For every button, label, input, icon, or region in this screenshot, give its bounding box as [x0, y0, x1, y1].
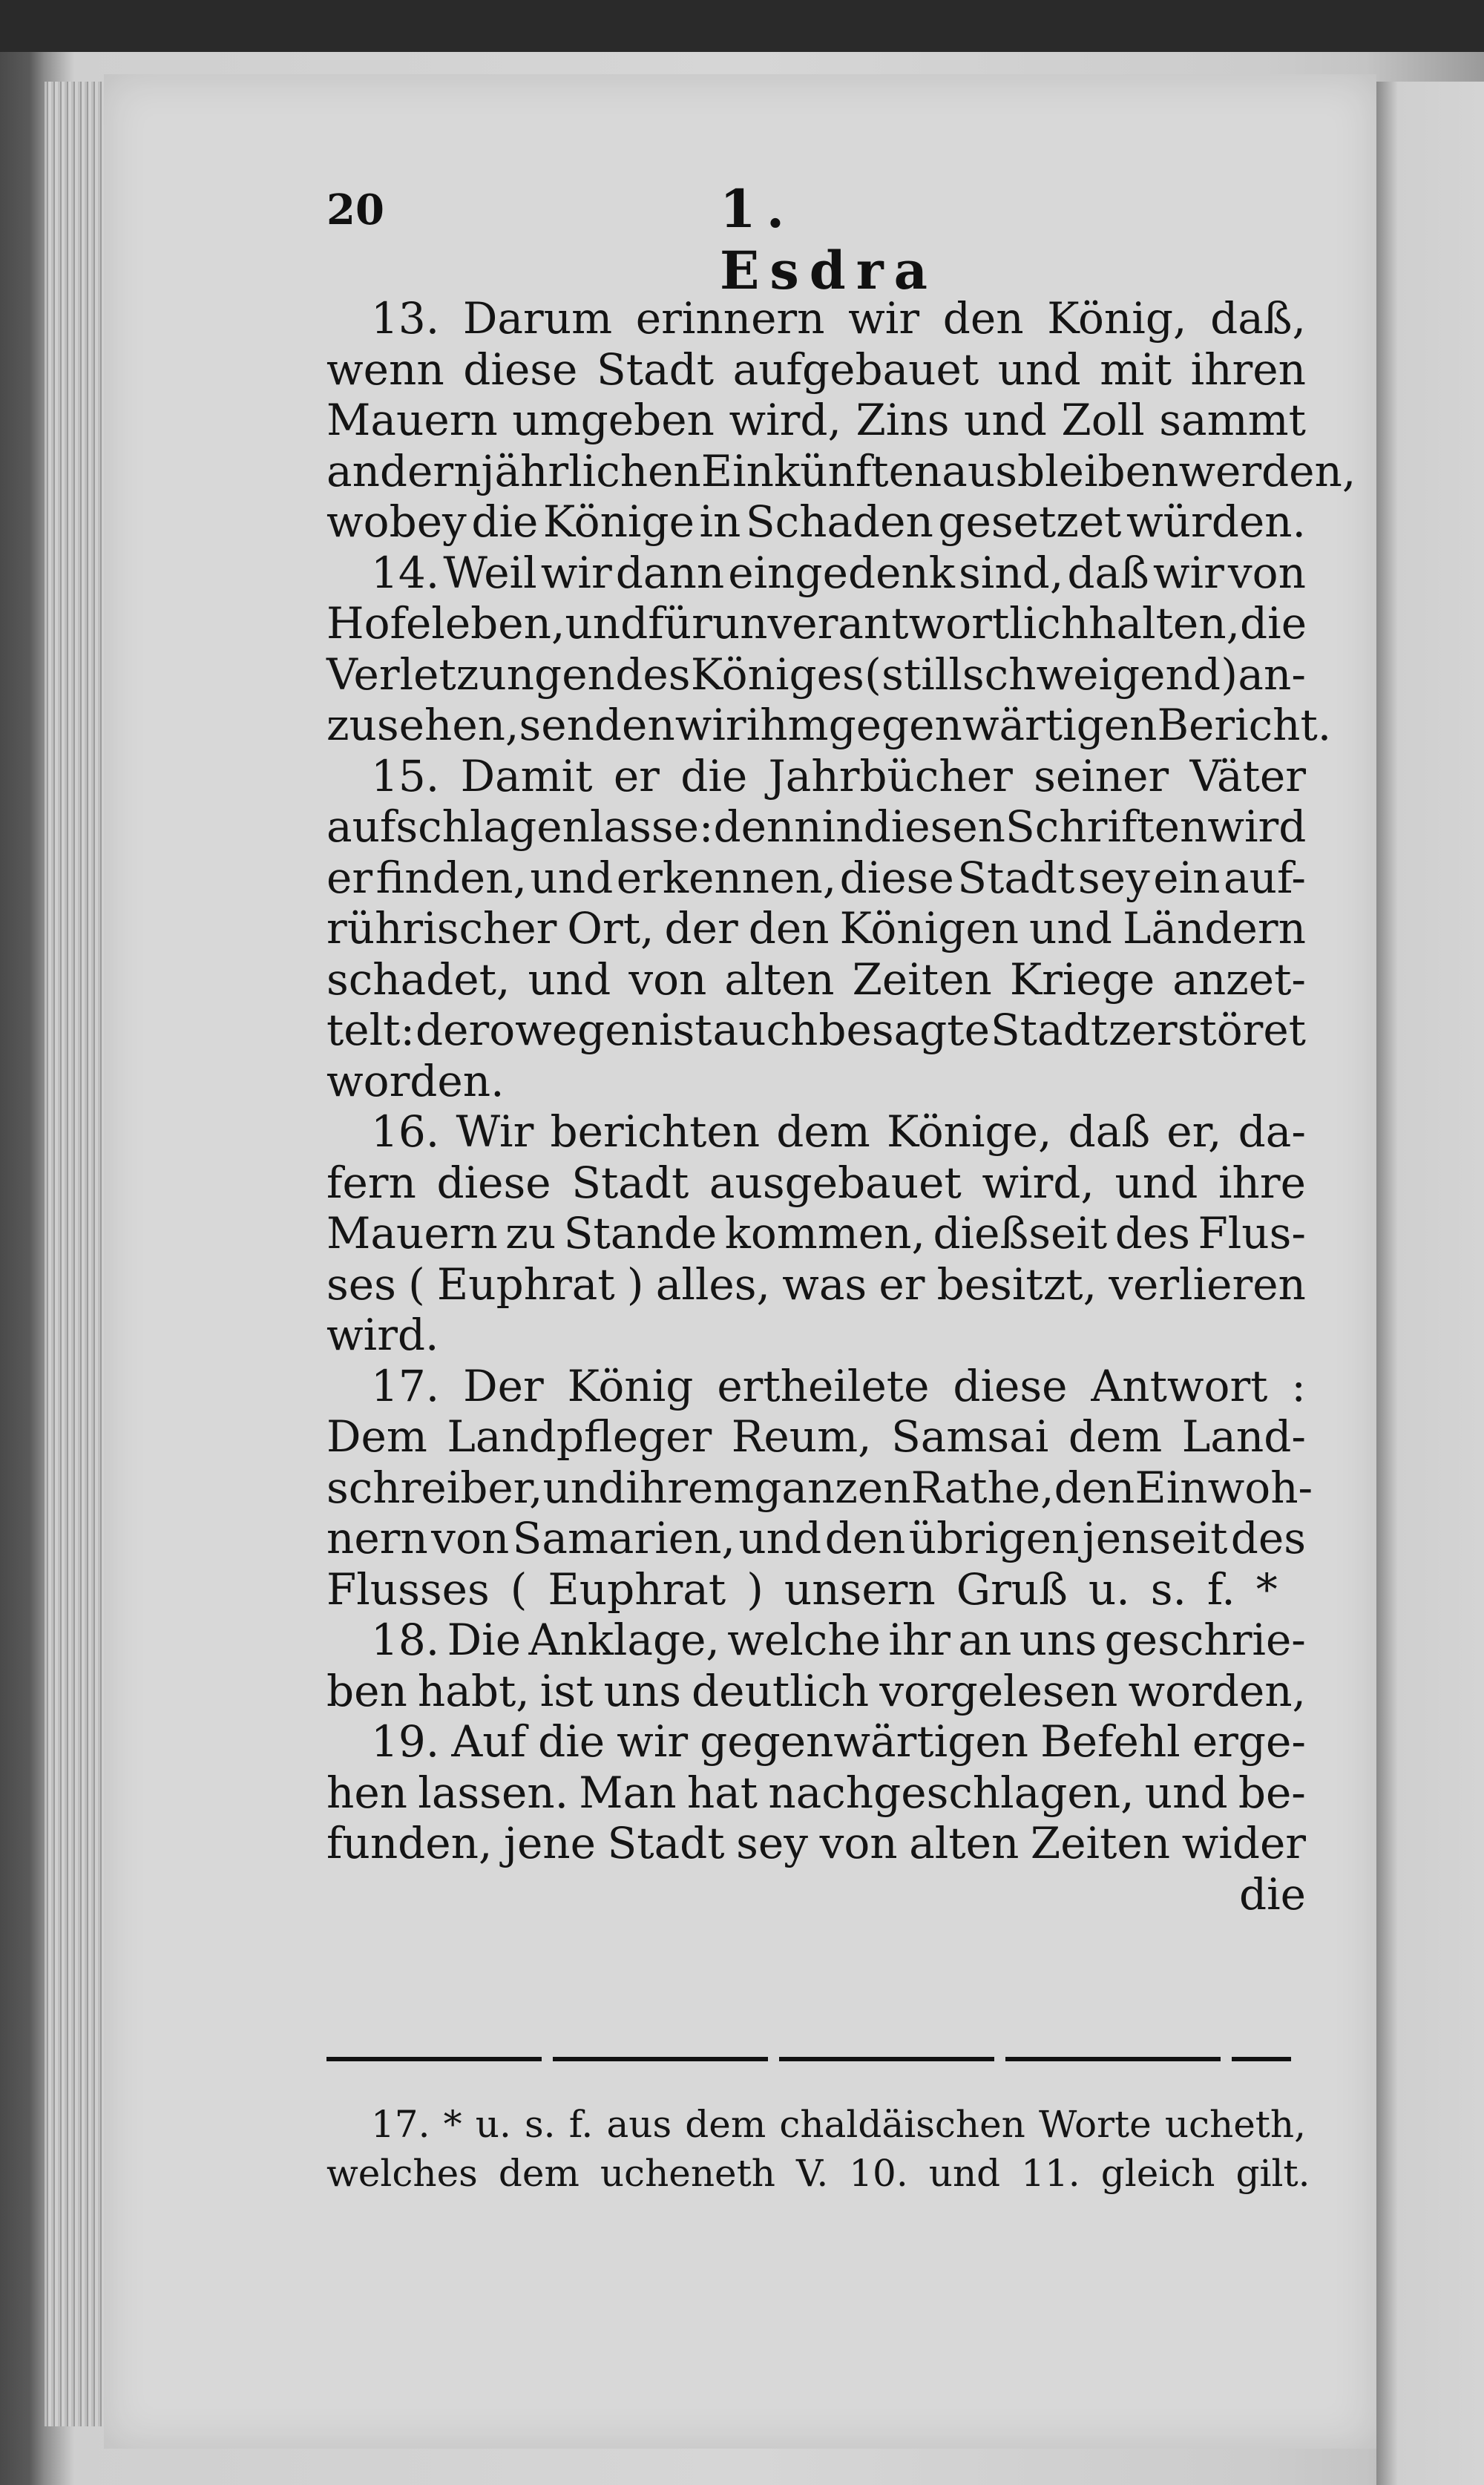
body-text-line — [326, 903, 1306, 954]
body-text-word: Samarien, — [512, 1513, 735, 1563]
body-text-word: halten, — [1089, 598, 1241, 649]
body-text-word: seiner — [1034, 750, 1169, 801]
body-text-word: vorgelesen — [879, 1665, 1118, 1716]
body-text-word: dann — [615, 547, 725, 598]
body-text-word: was — [782, 1258, 867, 1310]
body-text-word: zusehen, — [326, 700, 519, 750]
body-text-word: Stadt — [990, 1005, 1109, 1055]
body-text-word: wir — [540, 547, 612, 598]
body-text-word: Flusses — [326, 1563, 490, 1615]
body-text-word: 13. — [371, 293, 440, 344]
body-text-word: Schriften — [1005, 801, 1208, 852]
body-text-word: sey — [736, 1818, 809, 1868]
body-text-word: ihrem — [626, 1462, 755, 1513]
body-text-word: daß — [1068, 1106, 1151, 1157]
body-text-word: alten — [724, 953, 835, 1005]
body-text-word: er — [879, 1258, 925, 1310]
body-text-word: ihr — [888, 1615, 951, 1665]
body-text-word: die — [1240, 598, 1307, 649]
page-header — [326, 148, 994, 301]
body-text-word: kommen, — [724, 1208, 925, 1258]
body-text-word: für — [648, 598, 712, 649]
body-text-line — [326, 598, 1306, 649]
body-text-word: f. — [1206, 1563, 1235, 1615]
body-text-word: Zoll — [1061, 395, 1145, 445]
body-text-word: Ort, — [567, 903, 654, 953]
body-text-word: übrigen — [908, 1513, 1080, 1563]
body-text-word: welche — [727, 1615, 881, 1665]
body-text-word: Schaden — [745, 496, 933, 547]
body-text-word: derowegen — [416, 1005, 658, 1055]
footnote-word: f. — [568, 2103, 594, 2146]
footnote-word: welches — [326, 2152, 478, 2195]
body-text-word: jenseit — [1082, 1513, 1228, 1563]
body-text-word: alten — [909, 1818, 1020, 1868]
body-text-line — [326, 1666, 1306, 1717]
body-text-word: an- — [1238, 649, 1306, 700]
body-text-word: Auf — [451, 1716, 527, 1767]
body-text-word: des — [615, 649, 691, 700]
body-text-word: schadet, — [326, 953, 510, 1005]
body-text-word: Mauern — [326, 395, 498, 445]
body-text-word: auch — [712, 1005, 818, 1055]
body-text-word: ( — [864, 649, 881, 700]
body-text-word: schreiber, — [326, 1462, 543, 1513]
body-text-word: diesen — [863, 801, 1006, 852]
body-text-line — [326, 853, 1306, 904]
body-text-word: Stadt — [571, 1157, 689, 1208]
body-text-word: den — [824, 1513, 906, 1563]
body-text-word: Hofe — [326, 598, 432, 649]
body-text-word: ) — [1221, 649, 1238, 700]
body-text-word: wird. — [326, 1310, 439, 1360]
body-text-word: da- — [1238, 1106, 1306, 1157]
footnote-word: gleich — [1100, 2152, 1215, 2195]
body-text-word: und — [997, 344, 1081, 395]
body-text-word: ist — [658, 1005, 712, 1055]
footnote-word: 10. — [849, 2152, 908, 2195]
body-text-word: denn — [713, 801, 822, 852]
body-text-word: diese — [839, 852, 954, 903]
body-text-line — [326, 1411, 1306, 1463]
body-text-word: besagte — [818, 1005, 990, 1055]
body-text-word: den — [748, 903, 830, 953]
body-text-line — [326, 649, 1306, 700]
body-text-word: aufgebauet — [732, 344, 979, 395]
body-text-word: Weil — [443, 547, 537, 598]
body-text-word: worden. — [326, 1055, 505, 1106]
body-text-word: ausgebauet — [709, 1157, 962, 1208]
footnote — [326, 2100, 1310, 2198]
body-text-word: König — [567, 1360, 694, 1411]
body-text-word: dießseit — [933, 1208, 1108, 1258]
body-text-line — [326, 1158, 1306, 1209]
body-text-word: und — [565, 598, 649, 649]
body-text-word: eingedenk — [728, 547, 955, 598]
body-text-word: 14. — [371, 547, 440, 598]
body-text-word: Ländern — [1122, 903, 1306, 953]
body-text-word: Flus- — [1198, 1208, 1306, 1258]
body-text-word: uns — [603, 1665, 681, 1716]
body-text-line — [326, 344, 1306, 395]
body-text-word: Gruß — [956, 1563, 1068, 1615]
body-text-word: zu — [505, 1208, 556, 1258]
body-text-line — [326, 1564, 1306, 1615]
body-text-line — [326, 1310, 1306, 1361]
body-text-word: Könige — [542, 496, 695, 547]
body-text-word: in — [699, 496, 741, 547]
body-text-word: funden, — [326, 1818, 493, 1868]
body-text-word: Man — [579, 1767, 677, 1818]
body-text-word: hen — [326, 1767, 408, 1818]
body-text-line — [326, 1869, 1306, 1920]
body-text-word: Zeiten — [1030, 1818, 1171, 1868]
body-text-word: be- — [1238, 1767, 1306, 1818]
body-text-word: Verletzungen — [326, 649, 615, 700]
body-text-word: wir — [1152, 547, 1224, 598]
footnote-word: Worte — [1039, 2103, 1152, 2146]
body-text-word: ein — [1153, 852, 1221, 903]
body-text-word: Darum — [462, 293, 613, 344]
body-text-word: auf- — [1224, 852, 1306, 903]
body-text-word: des — [1114, 1208, 1190, 1258]
body-text-word: Der — [463, 1360, 544, 1411]
body-text-word: hat — [686, 1767, 758, 1818]
body-text-word: werden, — [1178, 445, 1356, 496]
body-text-word: ihre — [1218, 1157, 1306, 1208]
body-text-line — [326, 1767, 1306, 1819]
body-text-word: Rathe, — [910, 1462, 1054, 1513]
body-text-line — [326, 801, 1306, 853]
body-text-word: lassen. — [418, 1767, 569, 1818]
body-text-word: Bericht. — [1157, 700, 1332, 750]
body-text-word: ben — [326, 1665, 407, 1716]
footnote-line — [326, 2100, 1306, 2149]
footnote-word: 17. — [371, 2103, 430, 2146]
body-text-line — [326, 1106, 1306, 1158]
body-text-word: Königes — [690, 649, 864, 700]
body-text-word: ses — [326, 1258, 396, 1310]
body-text-word: Antwort — [1091, 1360, 1268, 1411]
body-text-word: alles, — [655, 1258, 770, 1310]
body-text-word: jährlichen — [481, 445, 701, 496]
body-text-word: Mauern — [326, 1208, 498, 1258]
body-text-word: mit — [1100, 344, 1172, 395]
body-text-word: Zeiten — [852, 953, 992, 1005]
body-text-word: nern — [326, 1513, 428, 1563]
body-text-word: besitzt, — [936, 1258, 1097, 1310]
body-text-word: ) — [626, 1258, 644, 1310]
page-number: 20 — [326, 186, 384, 234]
next-page-edge — [1376, 82, 1484, 2485]
footnote-word: * — [443, 2103, 462, 2146]
body-text-word: den — [1054, 1462, 1135, 1513]
body-text-word: in — [821, 801, 864, 852]
body-text-word: Dem — [326, 1411, 427, 1462]
footnote-word: chaldäischen — [779, 2103, 1025, 2146]
body-text-word: gesetzet — [938, 496, 1122, 547]
body-text-word: unsern — [784, 1563, 936, 1615]
body-text-word: geschrie- — [1104, 1615, 1306, 1665]
body-text-word: : — [1291, 1360, 1306, 1411]
body-text-word: Zins — [856, 395, 950, 445]
body-text-word: wir — [617, 1716, 689, 1767]
body-text-word: andern — [326, 445, 482, 496]
body-text-word: Reum, — [731, 1411, 872, 1462]
body-text-word: Väter — [1189, 750, 1306, 801]
body-text — [326, 293, 1356, 1920]
body-text-word: anzet- — [1172, 953, 1306, 1005]
body-text-word: Einkünften — [700, 445, 942, 496]
body-text-line — [326, 1615, 1306, 1666]
body-text-line — [326, 1208, 1306, 1259]
body-text-word: wider — [1181, 1818, 1306, 1868]
body-text-word: von — [628, 953, 707, 1005]
body-text-word: erkennen, — [616, 852, 837, 903]
body-text-word: Einwoh- — [1135, 1462, 1313, 1513]
body-text-word: Wir — [456, 1106, 534, 1157]
body-text-line — [326, 751, 1306, 802]
body-text-word: ) — [746, 1563, 764, 1615]
body-text-word: erinnern — [635, 293, 825, 344]
body-text-word: wir — [848, 293, 920, 344]
body-text-word: Stadt — [957, 852, 1075, 903]
footnote-word: 11. — [1021, 2152, 1080, 2195]
body-text-word: Befehl — [1040, 1716, 1181, 1767]
body-text-word: Könige, — [886, 1106, 1052, 1157]
body-text-line — [326, 1818, 1306, 1869]
body-text-word: die — [1238, 1868, 1306, 1920]
body-text-word: die — [471, 496, 539, 547]
page-edges — [45, 82, 105, 2426]
body-text-word: den — [942, 293, 1024, 344]
body-text-word: finden, — [375, 852, 527, 903]
body-text-word: sey — [1077, 852, 1150, 903]
body-text-word: s. — [1150, 1563, 1186, 1615]
body-text-word: berichten — [550, 1106, 761, 1157]
body-text-word: stillschweigend — [881, 649, 1221, 700]
body-text-word: er, — [1166, 1106, 1222, 1157]
body-text-word: aufschlagen — [326, 801, 590, 852]
body-text-word: Jahrbücher — [768, 750, 1013, 801]
body-text-line — [326, 1005, 1306, 1056]
body-text-word: 16. — [371, 1106, 440, 1157]
body-text-word: sind, — [959, 547, 1064, 598]
body-text-word: dem — [776, 1106, 870, 1157]
body-text-word: wird — [1207, 801, 1307, 852]
body-text-word: Stadt — [596, 344, 715, 395]
body-text-word: u. — [1088, 1563, 1130, 1615]
footnote-word: dem — [685, 2103, 766, 2146]
body-text-word: diese — [463, 344, 578, 395]
footnote-word: gilt. — [1235, 2152, 1310, 2195]
body-text-word: von — [1227, 547, 1306, 598]
body-text-word: ihren — [1190, 344, 1306, 395]
body-text-word: ganzen — [754, 1462, 911, 1513]
body-text-word: Stadt — [607, 1818, 725, 1868]
body-text-word: zerstöret — [1109, 1005, 1306, 1055]
body-text-word: des — [1230, 1513, 1306, 1563]
body-text-word: dem — [1068, 1411, 1163, 1462]
body-text-word: Samsai — [891, 1411, 1049, 1462]
body-text-word: leben, — [431, 598, 565, 649]
body-text-word: erge- — [1192, 1716, 1306, 1767]
body-text-line — [326, 1361, 1306, 1412]
body-text-word: * — [1255, 1563, 1278, 1615]
body-text-word: diese — [953, 1360, 1068, 1411]
body-text-word: der — [664, 903, 738, 953]
body-text-word: Königen — [839, 903, 1019, 953]
body-text-word: ihm — [746, 700, 829, 750]
body-text-word: telt: — [326, 1005, 416, 1055]
body-text-word: ( — [408, 1258, 425, 1310]
body-text-word: worden, — [1128, 1665, 1306, 1716]
body-text-word: Land- — [1181, 1411, 1306, 1462]
body-text-word: und — [964, 395, 1047, 445]
body-text-word: und — [1029, 903, 1112, 953]
body-text-word: und — [738, 1513, 822, 1563]
body-text-word: er — [613, 750, 660, 801]
body-text-word: er — [326, 852, 373, 903]
body-text-line — [326, 954, 1306, 1005]
body-text-word: Kriege — [1009, 953, 1155, 1005]
footnote-word: u. — [475, 2103, 511, 2146]
body-text-word: verlieren — [1109, 1258, 1306, 1310]
body-text-word: rührischer — [326, 903, 557, 953]
body-text-word: und — [542, 1462, 626, 1513]
body-text-word: 18. — [371, 1615, 440, 1665]
body-text-word: nachgeschlagen, — [768, 1767, 1135, 1818]
body-text-word: 15. — [371, 750, 440, 801]
body-text-word: ertheilete — [717, 1360, 930, 1411]
body-text-line — [326, 1716, 1306, 1767]
footnote-line — [326, 2149, 1310, 2198]
body-text-word: Damit — [460, 750, 593, 801]
body-text-word: von — [819, 1818, 898, 1868]
body-text-word: ausbleiben — [942, 445, 1179, 496]
footnote-word: s. — [525, 2103, 556, 2146]
body-text-word: wenn — [326, 344, 444, 395]
body-text-line — [326, 700, 1332, 751]
body-text-word: würden. — [1126, 496, 1306, 547]
body-text-word: Euphrat — [436, 1258, 615, 1310]
body-text-word: König, — [1047, 293, 1187, 344]
body-text-word: fern — [326, 1157, 416, 1208]
body-text-word: lasse: — [589, 801, 714, 852]
footnote-rule — [326, 2057, 1291, 2061]
body-text-word: und — [1144, 1767, 1228, 1818]
footnote-word: V. — [795, 2152, 829, 2195]
body-text-word: gegenwärtigen — [828, 700, 1158, 750]
body-text-word: daß — [1067, 547, 1149, 598]
body-text-word: jene — [503, 1818, 596, 1868]
running-title: 1. Esdra — [720, 178, 938, 301]
body-text-word: 17. — [371, 1360, 440, 1411]
body-text-word: Landpfleger — [447, 1411, 712, 1462]
footnote-word: ucheth, — [1164, 2103, 1306, 2146]
body-text-word: sammt — [1159, 395, 1306, 445]
body-text-line — [326, 1259, 1306, 1310]
footnote-word: aus — [606, 2103, 672, 2146]
body-text-line — [326, 548, 1306, 599]
body-text-word: gegenwärtigen — [700, 1716, 1029, 1767]
body-text-word: uns — [1019, 1615, 1097, 1665]
body-text-word: von — [431, 1513, 510, 1563]
body-text-word: wir — [674, 700, 746, 750]
body-text-line — [326, 445, 1356, 497]
body-text-word: und — [530, 852, 614, 903]
body-text-word: wobey — [326, 496, 467, 547]
body-text-word: wird, — [982, 1157, 1094, 1208]
body-text-word: Anklage, — [528, 1615, 720, 1665]
body-text-word: daß, — [1210, 293, 1306, 344]
body-text-word: die — [680, 750, 748, 801]
body-text-word: die — [538, 1716, 605, 1767]
body-text-word: und — [528, 953, 611, 1005]
body-text-word: 19. — [371, 1716, 440, 1767]
body-text-word: diese — [436, 1157, 551, 1208]
body-text-word: wird, — [729, 395, 841, 445]
body-text-line — [326, 1513, 1306, 1564]
body-text-word: Die — [447, 1615, 522, 1665]
footnote-word: dem — [498, 2152, 580, 2195]
body-text-word: ( — [510, 1563, 528, 1615]
footnote-word: und — [928, 2152, 1001, 2195]
body-text-line — [326, 293, 1306, 344]
body-text-word: senden — [519, 700, 675, 750]
footnote-word: ucheneth — [600, 2152, 775, 2195]
body-text-word: an — [958, 1615, 1012, 1665]
body-text-word: habt, — [417, 1665, 530, 1716]
body-text-line — [326, 496, 1306, 548]
body-text-word: ist — [539, 1665, 594, 1716]
body-text-word: Euphrat — [548, 1563, 726, 1615]
body-text-line — [326, 395, 1306, 446]
body-text-word: umgeben — [512, 395, 715, 445]
body-text-line — [326, 1056, 1306, 1107]
body-text-word: und — [1114, 1157, 1198, 1208]
body-text-word: unverantwortlich — [712, 598, 1089, 649]
body-text-line — [326, 1462, 1313, 1514]
body-text-word: Stande — [563, 1208, 718, 1258]
body-text-word: deutlich — [692, 1665, 870, 1716]
